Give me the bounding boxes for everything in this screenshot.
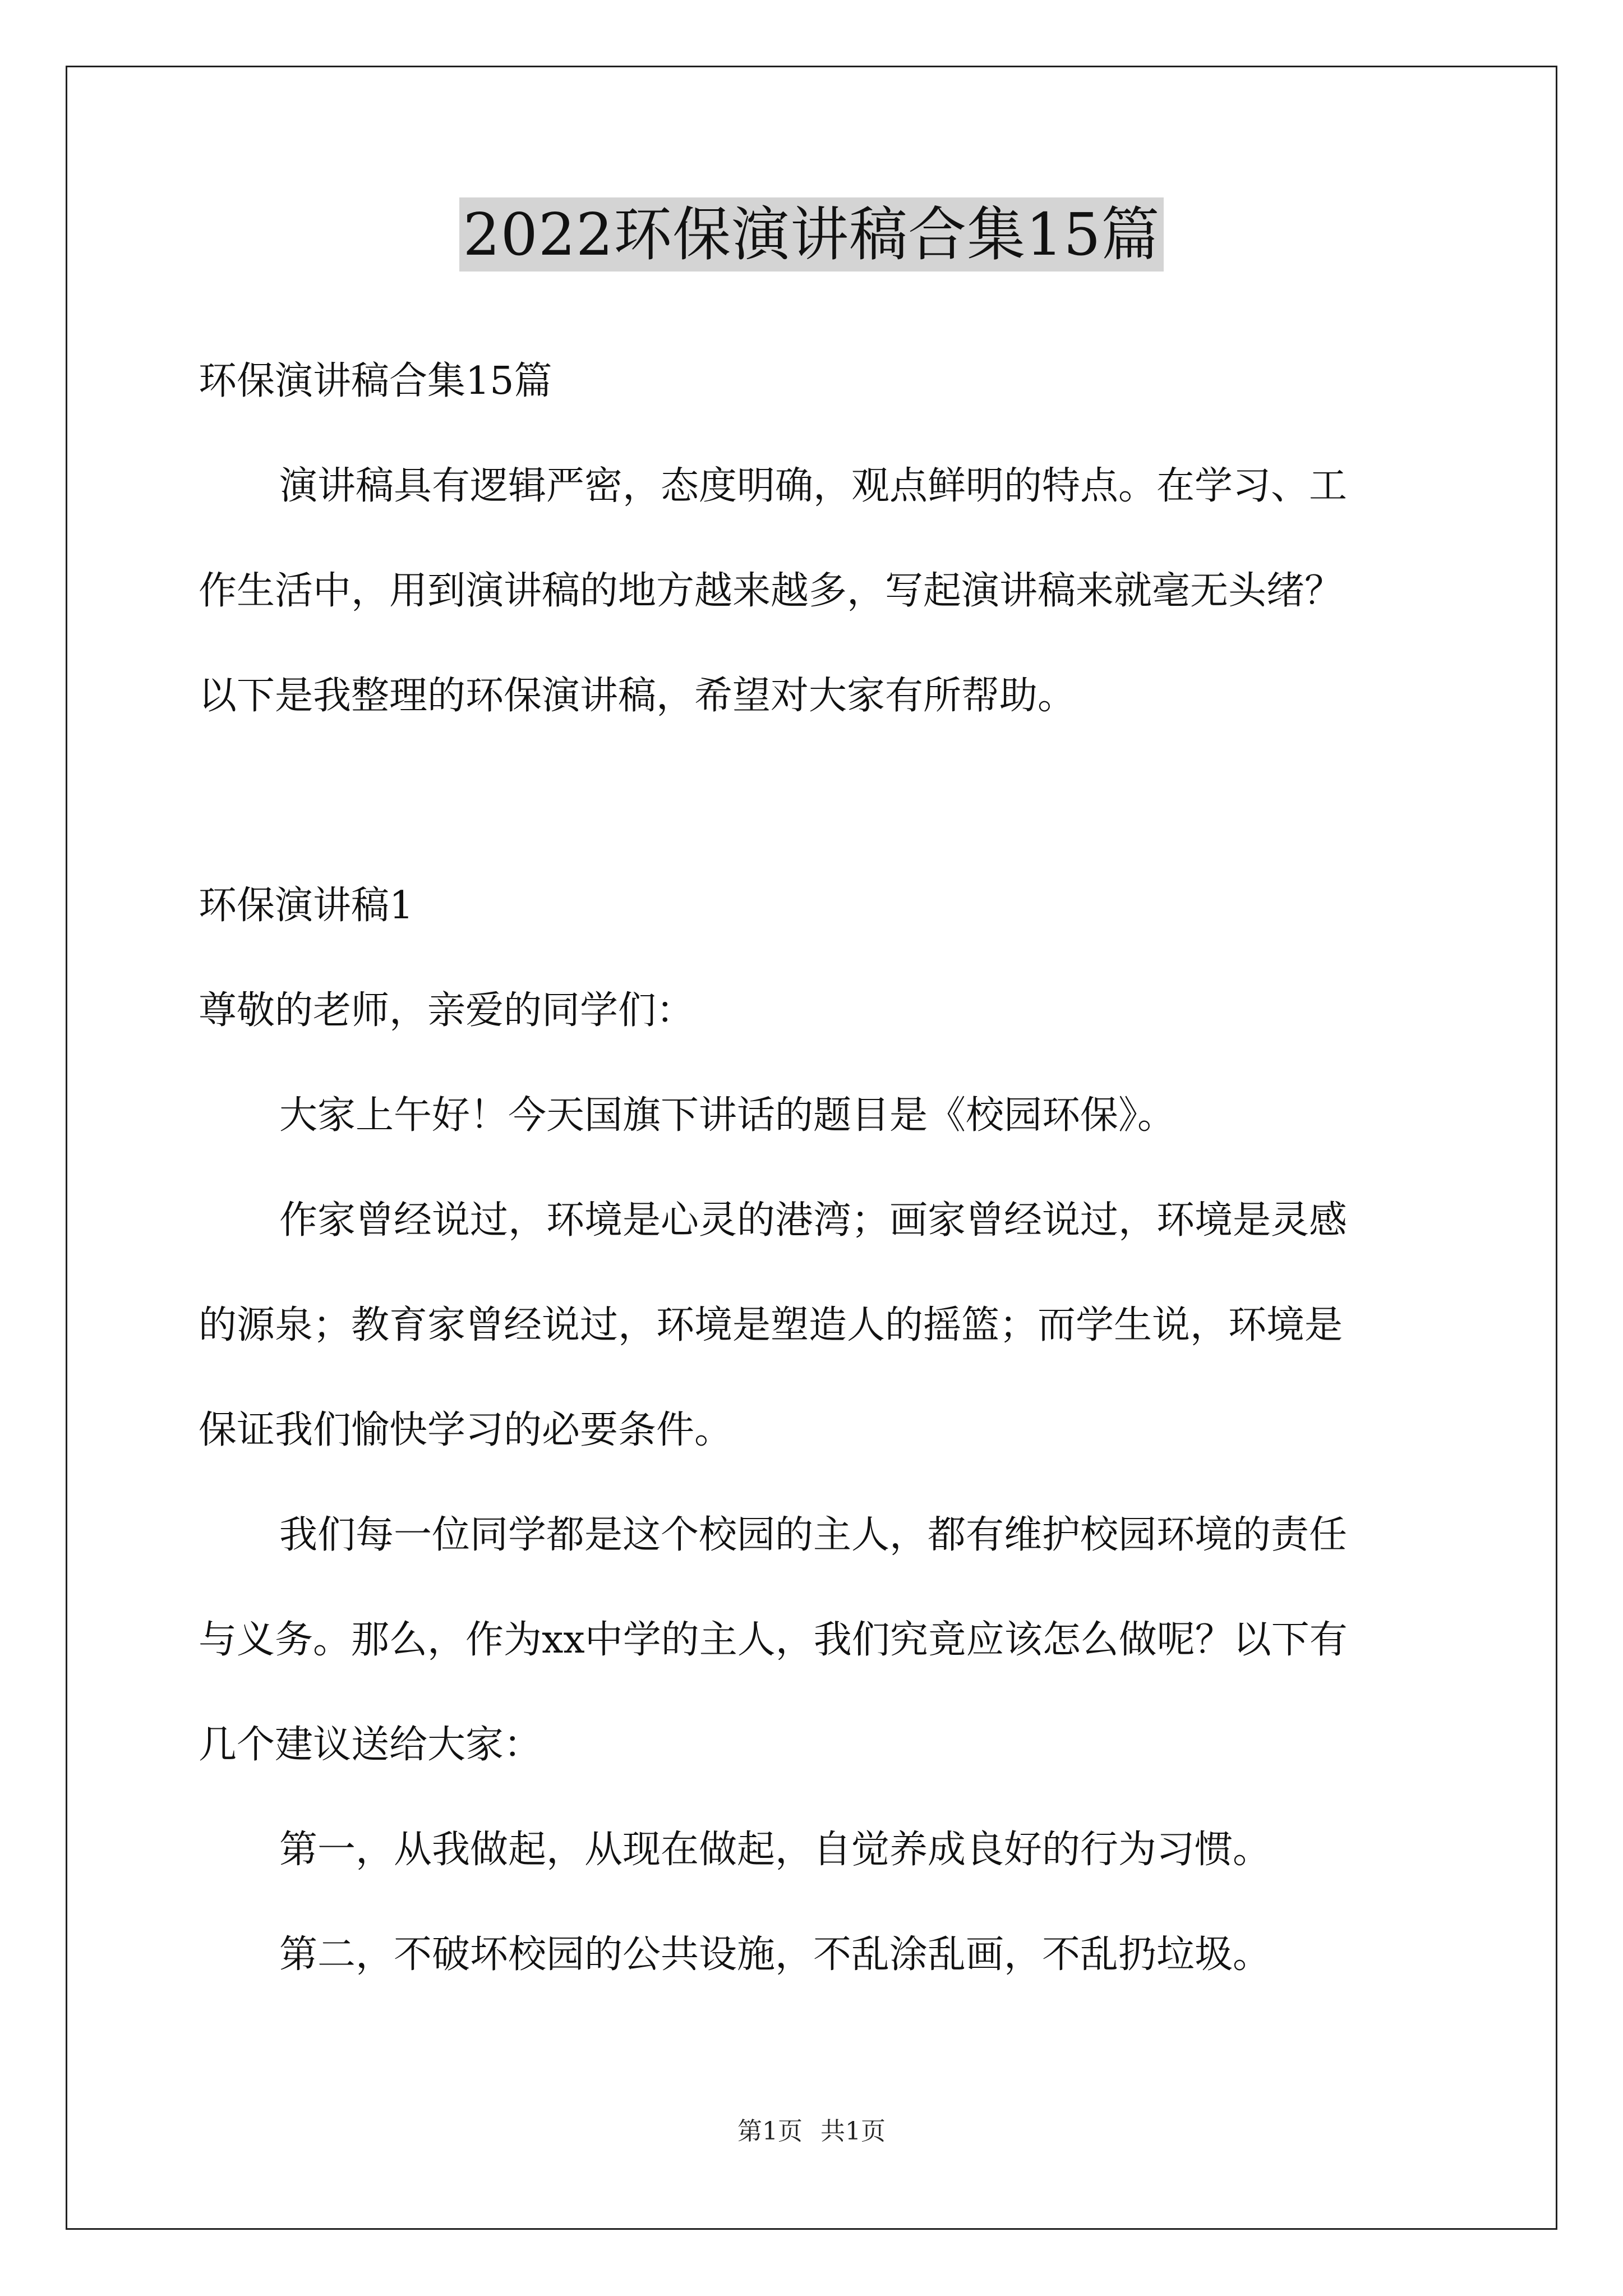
title-container	[0, 197, 1623, 272]
subtitle: 环保演讲稿合集15篇	[199, 359, 552, 403]
page-total: 共1页	[820, 2117, 886, 2146]
para1-line-1: 作家曾经说过，环境是心灵的港湾；画家曾经说过，环境是灵感	[279, 1198, 1348, 1243]
salutation: 尊敬的老师，亲爱的同学们：	[199, 988, 695, 1033]
point-2: 第二，不破坏校园的公共设施，不乱涂乱画，不乱扔垃圾。	[279, 1932, 1271, 1977]
page-footer	[0, 2115, 1623, 2148]
para1-line-3: 保证我们愉快学习的必要条件。	[199, 1408, 733, 1452]
document-title: 2022环保演讲稿合集15篇	[459, 197, 1163, 272]
para2-line-3: 几个建议送给大家：	[199, 1723, 542, 1767]
greeting: 大家上午好！今天国旗下讲话的题目是《校园环保》。	[279, 1093, 1176, 1138]
para2-line-2: 与义务。那么，作为xx中学的主人，我们究竟应该怎么做呢？以下有	[199, 1618, 1348, 1662]
intro-line-2: 作生活中，用到演讲稿的地方越来越多，写起演讲稿来就毫无头绪？	[199, 569, 1343, 613]
page-current: 第1页	[737, 2117, 803, 2146]
para2-line-1: 我们每一位同学都是这个校园的主人，都有维护校园环境的责任	[279, 1513, 1348, 1557]
intro-line-3: 以下是我整理的环保演讲稿，希望对大家有所帮助。	[199, 674, 1076, 718]
intro-line-1: 演讲稿具有逻辑严密，态度明确，观点鲜明的特点。在学习、工	[279, 464, 1348, 508]
point-1: 第一，从我做起，从现在做起，自觉养成良好的行为习惯。	[279, 1828, 1271, 1872]
section-heading: 环保演讲稿1	[199, 884, 414, 928]
para1-line-2: 的源泉；教育家曾经说过，环境是塑造人的摇篮；而学生说，环境是	[199, 1303, 1343, 1347]
